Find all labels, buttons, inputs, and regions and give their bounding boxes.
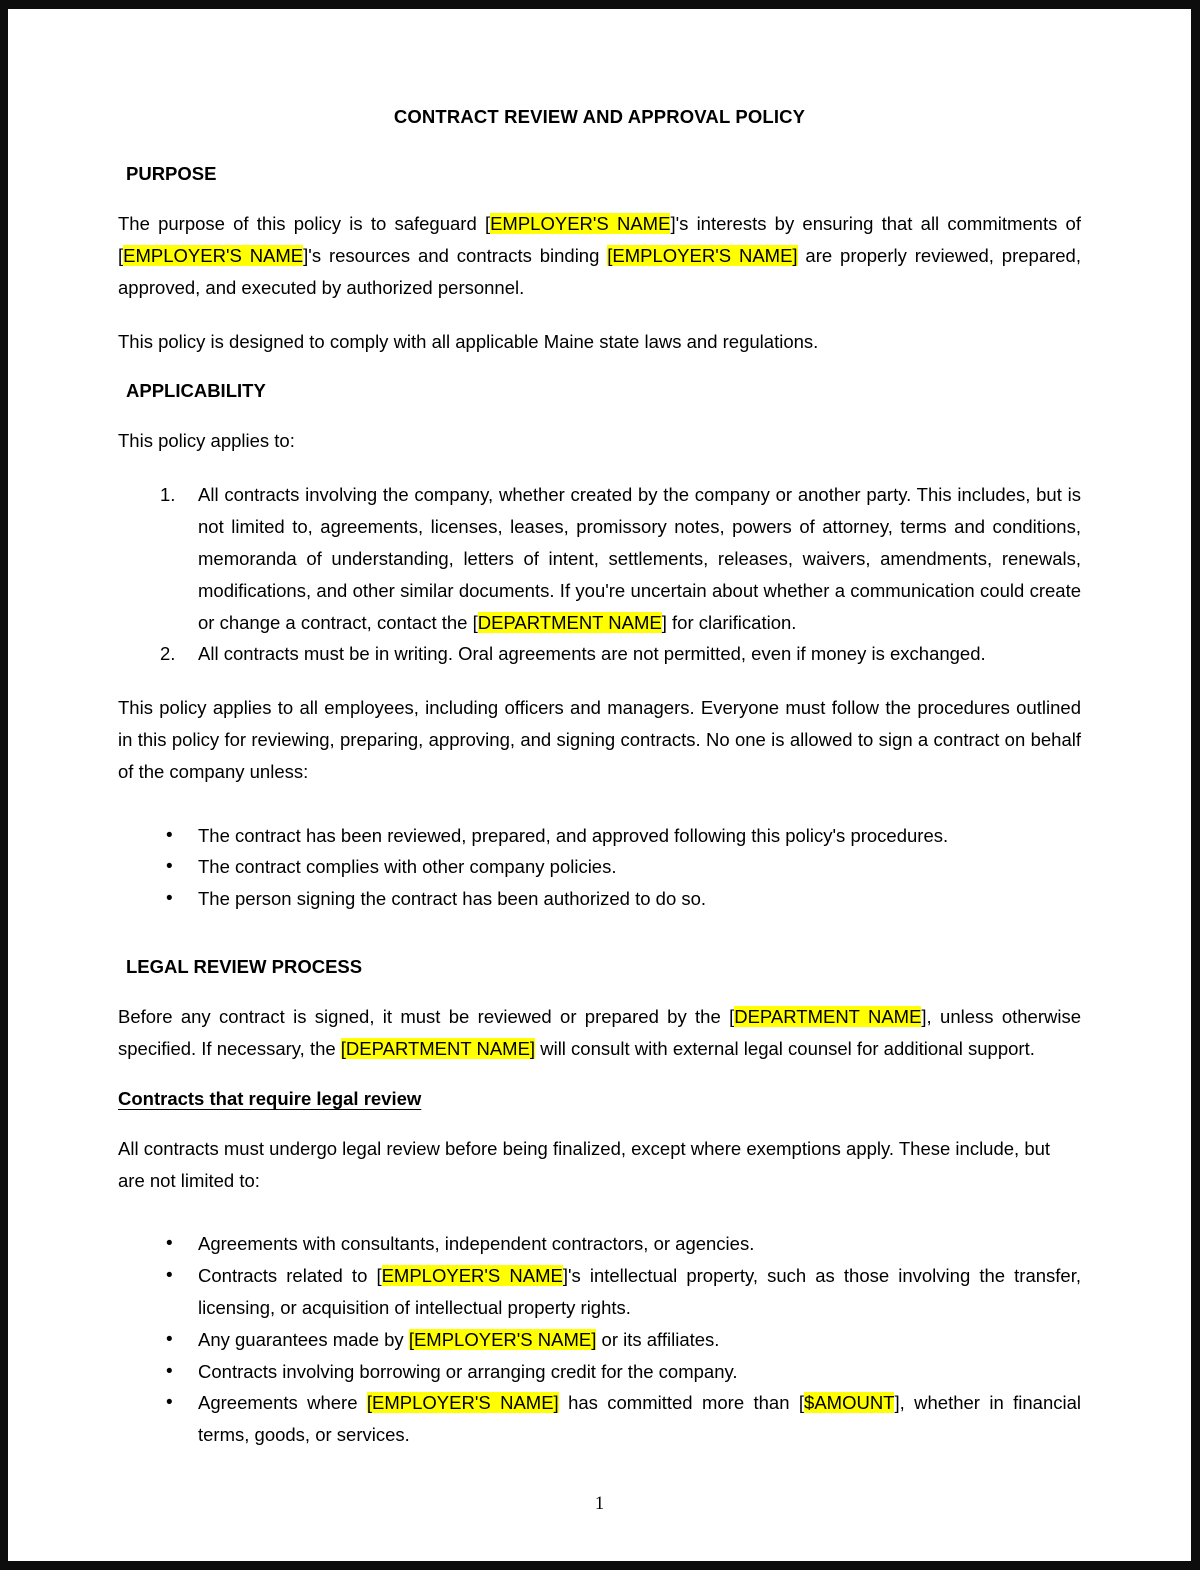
highlight-employer-name: EMPLOYER'S NAME <box>490 213 671 235</box>
page-title: CONTRACT REVIEW AND APPROVAL POLICY <box>393 106 806 127</box>
highlight-employer-name: [EMPLOYER'S NAME] <box>408 1328 597 1350</box>
spacer <box>118 810 1081 820</box>
applicability-intro: This policy applies to: <box>118 430 295 452</box>
highlight-department-name: DEPARTMENT NAME <box>477 611 662 633</box>
highlight-department-name: [DEPARTMENT NAME] <box>340 1037 536 1059</box>
text-segment: has committed more than [ <box>558 1392 805 1414</box>
list-item: • The contract has been reviewed, prepared, and approved following this policy's procedures. <box>118 820 1081 852</box>
list-item: • The person signing the contract has been authorized to do so. <box>118 883 1081 915</box>
text-segment: Agreements where <box>198 1392 367 1414</box>
highlight-employer-name: EMPLOYER'S NAME <box>123 244 304 266</box>
legal-review-paragraph-1 <box>118 1001 1081 1065</box>
sub-heading-contracts-requiring-legal-review: Contracts that require legal review <box>118 1087 422 1109</box>
text-segment: ], unless otherwise specified. If necessary, the <box>118 1006 1082 1059</box>
text-segment: Contracts involving borrowing or arranging credit for the company. <box>198 1360 738 1382</box>
list-item <box>118 638 1081 670</box>
legal-review-paragraph-2: All contracts must undergo legal review before being finalized, except where exemptions apply. These include, but are not limited to: <box>118 1137 1051 1191</box>
document-page <box>8 9 1191 1561</box>
text-segment: All contracts involving the company, whether created by the company or another party. This includes, but is not limited to, agreements, licenses, leases, promissory notes, powers of attorney, terms and conditions, memoranda of understanding, letters of intent, settlements, releases, waivers, amendments, renewals, modifications, and other similar documents. If you're uncertain about whether a communication could create or change a contract, contact the [ <box>198 484 1081 633</box>
text-segment: Any guarantees made by <box>198 1328 409 1350</box>
text-segment: ]'s interests by ensuring that all commitments of [ <box>118 213 1081 266</box>
list-item <box>118 1324 1081 1356</box>
text-segment: All contracts must be in writing. Oral agreements are not permitted, even if money is exchanged. <box>198 643 986 665</box>
text-segment: Before any contract is signed, it must be reviewed or prepared by the [ <box>118 1006 735 1028</box>
text-segment: ]'s resources and contracts binding <box>303 244 608 266</box>
highlight-amount: $AMOUNT <box>804 1392 895 1414</box>
list-item <box>118 1260 1081 1324</box>
spacer <box>118 1218 1081 1228</box>
list-item <box>118 1356 1081 1388</box>
text-segment: will consult with external legal counsel for additional support. <box>535 1037 1035 1059</box>
highlight-employer-name: EMPLOYER'S NAME <box>381 1265 563 1287</box>
list-item <box>118 479 1081 638</box>
page-number: 1 <box>594 1494 605 1514</box>
text-segment: Agreements with consultants, independent contractors, or agencies. <box>198 1233 755 1255</box>
text-segment: ], whether in financial terms, goods, or services. <box>198 1392 1081 1446</box>
text-segment: or its affiliates. <box>596 1328 720 1350</box>
text-segment: Contracts related to [ <box>198 1265 382 1287</box>
list-item <box>118 1228 1081 1260</box>
highlight-employer-name: [EMPLOYER'S NAME] <box>607 244 798 266</box>
applicability-paragraph: This policy applies to all employees, including officers and managers. Everyone must follow the procedures outlined in this policy for reviewing, preparing, approving, and signing contracts. No one is allowed to sign a contract on behalf of the company unless: <box>118 697 1081 782</box>
spacer <box>118 937 1081 955</box>
section-heading-legal-review: LEGAL REVIEW PROCESS <box>126 956 363 978</box>
purpose-paragraph-1 <box>118 208 1081 303</box>
list-item <box>118 1387 1081 1451</box>
text-segment: The purpose of this policy is to safeguard [ <box>118 213 491 235</box>
highlight-department-name: DEPARTMENT NAME <box>734 1006 922 1028</box>
text-segment: are properly reviewed, prepared, approved, and executed by authorized personnel. <box>118 244 1081 298</box>
section-heading-purpose: PURPOSE <box>126 163 217 185</box>
legal-review-bullet-list <box>118 1228 1081 1451</box>
applicability-bullet-list <box>118 820 1081 915</box>
text-segment: ]'s intellectual property, such as those involving the transfer, licensing, or acquisition of intellectual property rights. <box>198 1265 1081 1318</box>
applicability-numbered-list <box>118 479 1081 670</box>
list-item: • The contract complies with other company policies. <box>118 851 1081 883</box>
section-heading-applicability: APPLICABILITY <box>126 380 266 402</box>
highlight-employer-name: [EMPLOYER'S NAME] <box>366 1392 559 1414</box>
purpose-paragraph-2: This policy is designed to comply with all applicable Maine state laws and regulations. <box>118 330 819 352</box>
text-segment: ] for clarification. <box>661 611 797 633</box>
